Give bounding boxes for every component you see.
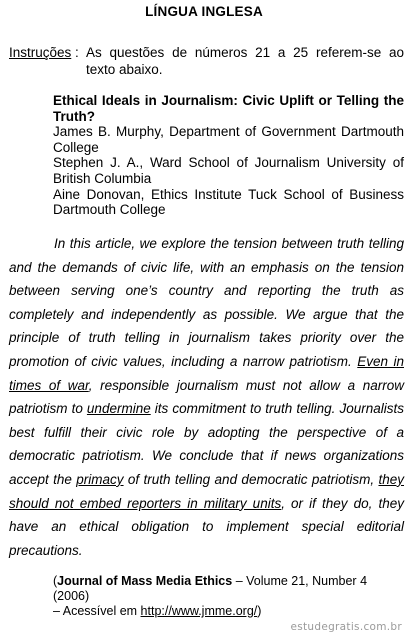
article-segment: In this article, we explore the tension between truth telling and the demands of civic life, with an emphasis on the tension between serving one’s country and reporting the truth as completely and independently as possible. We argue that the principle of truth telling in journalism takes priority over the promotion of civic values, including a narrow patriotism. [9, 236, 404, 369]
access-text: – Acessível em [53, 604, 141, 618]
instructions-text: As questões de números 21 a 25 referem-se ao texto abaixo. [86, 45, 404, 77]
underlined-phrase: undermine [86, 401, 151, 417]
article-segment: , or if they do, they have an ethical obligation to implement special editorial precautions. [9, 495, 404, 558]
author-line: Stephen J. A., Ward School of Journalism University of British Columbia [53, 155, 404, 186]
underlined-phrase: primacy [76, 471, 124, 487]
source-citation [53, 574, 404, 619]
page-title: LÍNGUA INGLESA [145, 4, 263, 19]
article-segment: , responsible journalism must not allow a narrow patriotism to [9, 377, 404, 417]
source-paren: ) [257, 604, 262, 618]
journal-name: Journal of Mass Media Ethics [57, 574, 233, 588]
underlined-phrase: they should not embed reporters in military units [9, 471, 404, 511]
article-segment: of truth telling and democratic patriotism, [127, 471, 375, 487]
source-paren: ( [53, 574, 58, 588]
article-title: Ethical Ideals in Journalism: Civic Uplift or Telling the Truth? [53, 93, 404, 124]
instructions-colon: : [75, 45, 79, 60]
article-segment: its commitment to truth telling. Journalists best fulfill their civic role by adopting the perspective of a democratic patriotism. We conclude that if news organizations accept the [9, 401, 404, 487]
author-line: James B. Murphy, Department of Government Dartmouth College [53, 124, 404, 155]
watermark: estudegratis.com.br [290, 621, 402, 633]
journal-details: – Volume 21, Number 4 (2006) [53, 574, 368, 603]
author-line: Aine Donovan, Ethics Institute Tuck School of Business Dartmouth College [53, 186, 404, 218]
article-text [9, 232, 404, 562]
article-reference [53, 93, 404, 218]
instructions-label: Instruções [9, 45, 72, 60]
source-link[interactable]: http://www.jmme.org/ [140, 604, 258, 618]
underlined-phrase: Even in times of war [9, 353, 404, 393]
